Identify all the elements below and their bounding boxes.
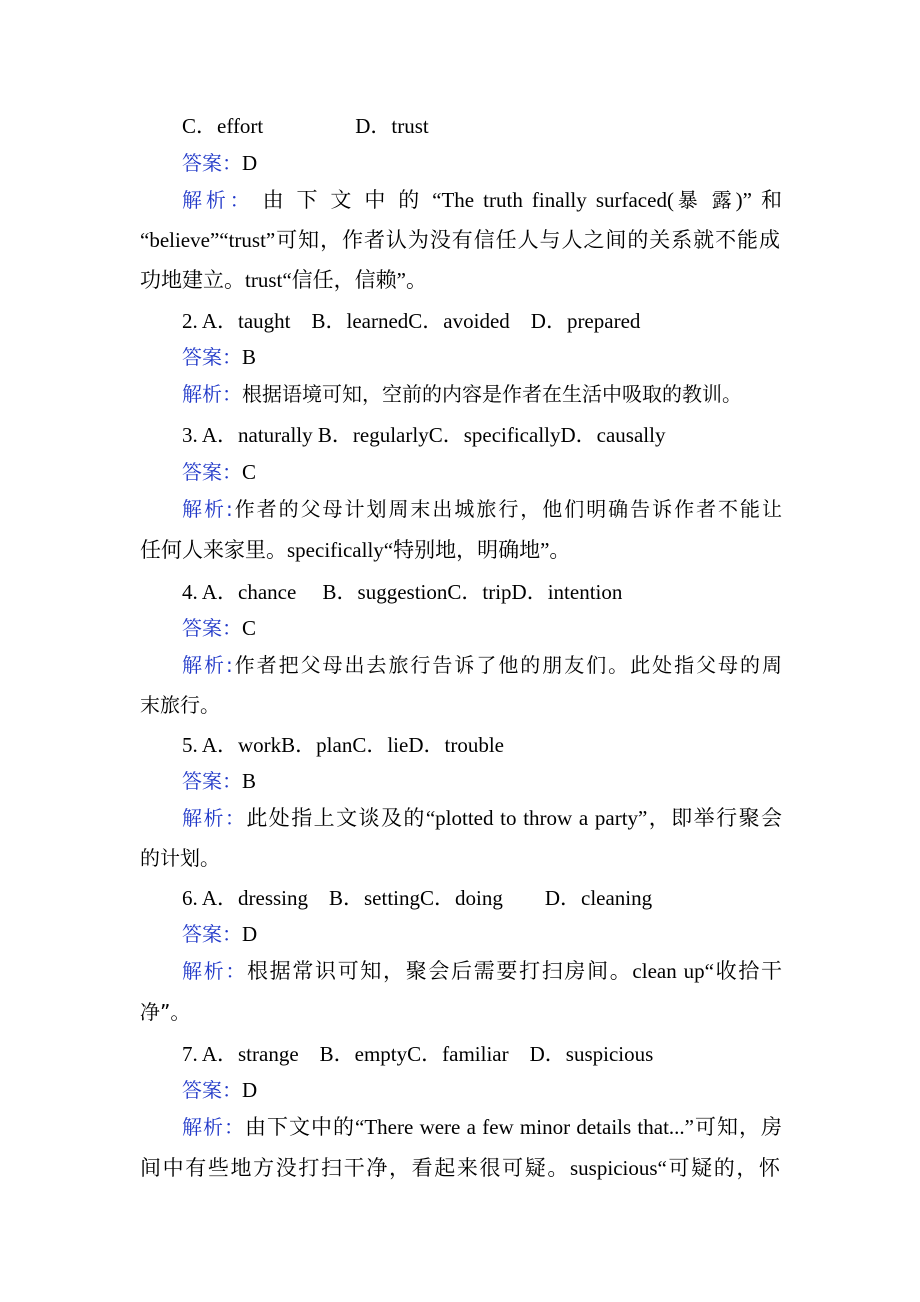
q2-analysis-line-1: 解析：根据语境可知，空前的内容是作者在生活中吸取的教训。: [182, 382, 742, 406]
q3-analysis-line-1: 解析:作者的父母计划周末出城旅行，他们明确告诉作者不能让: [182, 497, 782, 521]
answer-value: D: [242, 1078, 258, 1102]
analysis-label: 解析：: [182, 1115, 246, 1139]
q1-analysis-line-1: 解析： 由 下 文 中 的 “The truth finally surfaced(暴 露)” 和: [182, 188, 783, 212]
q5-options: 5. A．workB．planC．lieD．trouble: [182, 733, 504, 757]
q1-answer: [182, 149, 782, 177]
answer-label: 答案：: [182, 460, 242, 484]
q1-options: [182, 112, 782, 140]
answer-value: D: [242, 151, 258, 175]
q6-options: 6. A．dressing B．settingC．doing D．cleaning: [182, 886, 653, 910]
q6-analysis-line-1: 解析：根据常识可知，聚会后需要打扫房间。clean up“收拾干: [182, 959, 782, 983]
q4-analysis-line-2: 末旅行。: [140, 693, 220, 717]
q4-options: 4. A．chance B．suggestionC．tripD．intention: [182, 580, 623, 604]
q3-answer: [182, 458, 782, 486]
q1-option-c: C．effort: [182, 114, 264, 138]
q7-options: 7. A．strange B．emptyC．familiar D．suspicious: [182, 1042, 654, 1066]
q7-analysis-line-2: 间中有些地方没打扫干净，看起来很可疑。suspicious“可疑的，怀: [140, 1156, 780, 1180]
q2-answer: [182, 343, 782, 371]
q5-answer: [182, 767, 782, 795]
q4-answer: [182, 614, 782, 642]
answer-value: C: [242, 460, 257, 484]
answer-label: 答案：: [182, 922, 242, 946]
q1-analysis-line-3: 功地建立。trust“信任，信赖”。: [140, 268, 427, 292]
q1-analysis-line-2: “believe”“trust”可知，作者认为没有信任人与人之间的关系就不能成: [140, 228, 780, 252]
analysis-label: 解析：: [182, 188, 254, 212]
q1-option-d: D．trust: [355, 114, 429, 138]
analysis-label: 解析：: [182, 959, 248, 983]
answer-value: D: [242, 922, 258, 946]
answer-label: 答案：: [182, 769, 242, 793]
answer-value: B: [242, 769, 257, 793]
answer-label: 答案：: [182, 345, 242, 369]
q3-options: 3. A．naturally B．regularlyC．specificallyD．causally: [182, 423, 666, 447]
q2-options: 2. A．taught B．learnedC．avoided D．prepared: [182, 309, 641, 333]
q7-analysis-line-1: 解析：由下文中的“There were a few minor details that...”可知，房: [182, 1115, 782, 1139]
answer-label: 答案：: [182, 616, 242, 640]
answer-value: B: [242, 345, 257, 369]
analysis-label: 解析:: [182, 497, 233, 521]
q7-answer: [182, 1076, 782, 1104]
answer-label: 答案：: [182, 1078, 242, 1102]
analysis-label: 解析：: [182, 806, 247, 830]
answer-label: 答案：: [182, 151, 242, 175]
q5-analysis-line-1: 解析：此处指上文谈及的“plotted to throw a party”，即举行聚会: [182, 806, 783, 830]
q6-analysis-line-2: 净”。: [140, 1000, 191, 1024]
q5-analysis-line-2: 的计划。: [140, 846, 220, 870]
answer-value: C: [242, 616, 257, 640]
q4-analysis-line-1: 解析:作者把父母出去旅行告诉了他的朋友们。此处指父母的周: [182, 653, 782, 677]
analysis-label: 解析：: [182, 382, 242, 406]
analysis-label: 解析:: [182, 653, 233, 677]
q3-analysis-line-2: 任何人来家里。specifically“特别地，明确地”。: [140, 538, 571, 562]
q6-answer: [182, 920, 782, 948]
